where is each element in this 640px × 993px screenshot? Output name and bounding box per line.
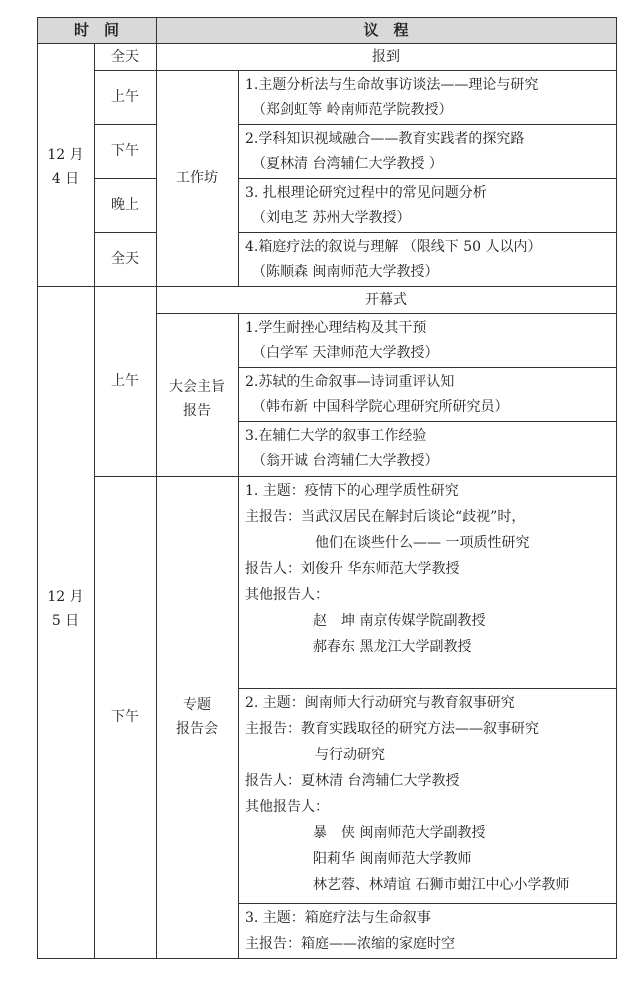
symposium-2-topic: 2. 主题：闽南师大行动研究与教育叙事研究	[245, 695, 515, 711]
header-rule	[37, 43, 617, 44]
day2-keynote-1-title: 1.学生耐挫心理结构及其干预	[245, 320, 427, 336]
rule-d2-t1	[238, 367, 617, 368]
symposium-2-main-report: 主报告：教育实践取径的研究方法——叙事研究	[245, 721, 539, 737]
rule-d1-s2	[238, 178, 617, 179]
day2-morning-period: 上午	[111, 373, 139, 389]
rule-d1-s1	[238, 124, 617, 125]
rule-d1-s3	[238, 232, 617, 233]
rule-registration	[94, 70, 617, 71]
day1-session-1-speaker: （郑剑虹等 岭南师范学院教授）	[252, 102, 453, 118]
rule-opening	[156, 313, 617, 314]
day1-session-4-speaker: （陈顺森 闽南师范大学教授）	[252, 264, 439, 280]
day1-session-4-title: 4.箱庭疗法的叙说与理解 （限线下 50 人以内）	[245, 239, 542, 255]
border-top	[37, 17, 617, 18]
day2-keynote-label-line2: 报告	[183, 403, 211, 419]
day1-session-3-speaker: （刘电芝 苏州大学教授）	[252, 210, 411, 226]
day1-session-2-speaker: （夏林清 台湾辅仁大学教授 ）	[252, 156, 443, 172]
symposium-1-other-presenter: 郝春东 黑龙江大学副教授	[313, 639, 472, 655]
rule-d1-p1	[94, 124, 156, 125]
symposium-1-topic: 1. 主题：疫情下的心理学质性研究	[245, 483, 459, 499]
day1-period-2: 下午	[111, 143, 139, 159]
day2-keynote-1-speaker: （白学军 天津师范大学教授）	[252, 345, 439, 361]
day1-session-1-title: 1.主题分析法与生命故事访谈法——理论与研究	[245, 77, 539, 93]
symposium-3-main-report: 主报告：箱庭——浓缩的家庭时空	[245, 936, 455, 952]
day1-period-1: 上午	[111, 89, 139, 105]
day2-date-day: 5 日	[51, 613, 80, 629]
border-bottom	[37, 958, 617, 959]
day2-date-month: 12 月	[47, 589, 84, 605]
label-column-divider-d1	[238, 70, 239, 286]
day2-keynote-2-title: 2.苏轼的生命叙事—诗词重评认知	[245, 374, 455, 390]
day1-session-2-title: 2.学科知识视域融合——教育实践者的探究路	[245, 131, 525, 147]
day1-session-3-title: 3. 扎根理论研究过程中的常见问题分析	[245, 185, 487, 201]
header-agenda: 议 程	[363, 21, 409, 39]
period-column-divider-d1	[156, 43, 157, 286]
day2-keynote-3-title: 3.在辅仁大学的叙事工作经验	[245, 428, 427, 444]
day2-keynote-2-speaker: （韩布新 中国科学院心理研究所研究员）	[252, 399, 509, 415]
day2-opening-title: 开幕式	[365, 292, 407, 308]
day1-period-4: 全天	[111, 251, 139, 267]
day1-registration-period: 全天	[111, 49, 139, 65]
rule-d1-p3	[94, 232, 156, 233]
day1-period-3: 晚上	[111, 197, 139, 213]
rule-d2-t2	[238, 421, 617, 422]
day2-keynote-3-speaker: （翁开诚 台湾辅仁大学教授）	[252, 453, 439, 469]
day2-symposium-label-line1: 专题	[183, 697, 211, 713]
day1-registration-title: 报到	[372, 49, 400, 65]
day1-workshop-label: 工作坊	[176, 170, 218, 186]
symposium-1-other-presenter: 赵 坤 南京传媒学院副教授	[313, 613, 486, 629]
symposium-1-main-report: 主报告：当武汉居民在解封后谈论“歧视”时，	[245, 509, 526, 525]
header-time: 时 间	[73, 21, 119, 39]
label-column-divider-d2	[238, 313, 239, 959]
rule-d2-block1	[238, 688, 617, 689]
day1-date-day: 4 日	[51, 171, 80, 187]
day2-symposium-label-line2: 报告会	[176, 721, 218, 737]
symposium-1-other-presenters-label: 其他报告人：	[245, 587, 329, 603]
symposium-2-main-report-cont: 与行动研究	[315, 747, 385, 763]
date-column-divider	[94, 43, 95, 959]
rule-d1-p2	[94, 178, 156, 179]
day2-afternoon-period: 下午	[111, 709, 139, 725]
symposium-2-other-presenter: 阳莉华 闽南师范大学教师	[313, 851, 472, 867]
rule-d2-morning-end	[94, 476, 617, 477]
symposium-2-other-presenter: 林艺蓉、林靖谊 石狮市蚶江中心小学教师	[313, 877, 570, 893]
symposium-2-other-presenter: 暴 侠 闽南师范大学副教授	[313, 825, 486, 841]
rule-d2-block2	[238, 903, 617, 904]
symposium-2-other-presenters-label: 其他报告人：	[245, 799, 329, 815]
symposium-1-main-report-cont: 他们在谈些什么—— 一项质性研究	[315, 535, 530, 551]
symposium-3-topic: 3. 主题：箱庭疗法与生命叙事	[245, 910, 431, 926]
symposium-1-presenter: 报告人：刘俊升 华东师范大学教授	[245, 561, 460, 577]
rule-day-separator	[37, 286, 617, 287]
border-right	[616, 17, 617, 959]
day1-date-month: 12 月	[47, 147, 84, 163]
symposium-2-presenter: 报告人：夏林清 台湾辅仁大学教授	[245, 773, 460, 789]
day2-keynote-label-line1: 大会主旨	[169, 379, 225, 395]
